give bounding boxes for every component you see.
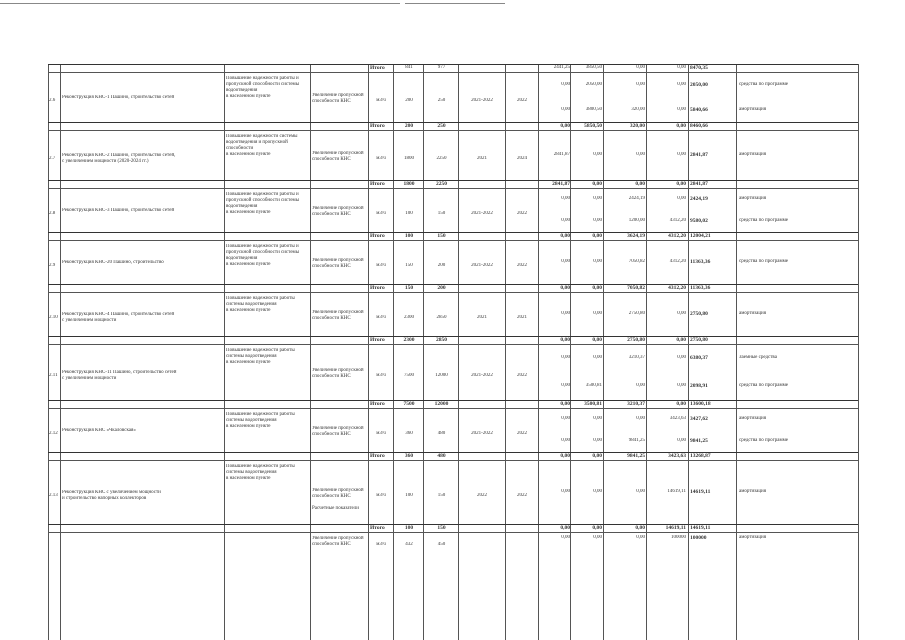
row-total-year-1: 0,00 (560, 285, 570, 291)
capacity-before: 100 (405, 211, 413, 216)
row-total-capacity-before: 150 (404, 285, 414, 291)
funding-year-4: 0,00 (677, 152, 686, 157)
column-divider (224, 64, 225, 640)
funding-year-3: 7050,82 (628, 259, 645, 264)
funding-source: средства по программе (739, 259, 789, 264)
funding-year-3: 320,00 (631, 106, 645, 112)
row-total-capacity-before: 100 (404, 525, 414, 531)
row-total-year-2: 0,00 (592, 233, 602, 239)
row-total-year-1: 0,00 (560, 233, 570, 239)
funding-year-4: 0,00 (677, 383, 686, 388)
funding-total: 9580,02 (690, 218, 708, 224)
capacity-before: 200 (405, 98, 413, 103)
row-total-sum: 14619,11 (690, 525, 711, 531)
funding-year-2: 3500,81 (585, 383, 602, 388)
row-number: 2.13 (49, 493, 58, 498)
row-total-year-3: 0,00 (635, 181, 645, 187)
indicator-name: Увеличение пропускной способности КНС Расчетные показатели (312, 488, 364, 511)
capacity-after: 250 (437, 98, 446, 103)
period: 2021-2022 (471, 431, 493, 436)
funding-total: 2098,91 (690, 383, 708, 389)
column-divider (48, 64, 49, 640)
row-total-sum: 2750,80 (690, 337, 708, 343)
row-total-label: Итого (370, 337, 385, 343)
row-total-capacity-before: 7500 (403, 401, 415, 407)
funding-year-4: 3423,63 (669, 416, 686, 421)
row-total-year-1: 0,00 (560, 525, 570, 531)
capacity-before: 1800 (404, 156, 414, 161)
funding-year-1: 0,00 (561, 311, 570, 316)
completion-year: 2022 (517, 493, 527, 498)
row-number: 2.12 (49, 431, 58, 436)
funding-year-1: 0,00 (561, 355, 570, 360)
period: 2021-2022 (471, 263, 493, 268)
period: 2021 (477, 156, 487, 161)
column-divider (368, 64, 369, 640)
investment-table (48, 64, 858, 640)
funding-year-1: 0,00 (561, 416, 570, 421)
funding-source: амортизация (739, 196, 767, 201)
funding-year-3: 1200,00 (628, 218, 645, 223)
funding-year-3: 3210,37 (628, 355, 645, 360)
funding-year-2: 3800,50 (585, 106, 602, 112)
funding-total: 11363,36 (690, 259, 711, 265)
total-capacity-before: 841 (405, 65, 413, 70)
indicator-name: Увеличение пропускной способности КНС (312, 310, 364, 321)
row-number: 2.9 (49, 263, 56, 268)
funding-year-4: 0,00 (677, 311, 686, 316)
column-divider (688, 64, 689, 640)
funding-source: средства по программе (739, 383, 789, 388)
row-total-year-1: 0,00 (560, 453, 570, 459)
funding-year-4: 100000 (671, 535, 686, 540)
row-total-label: Итого (370, 233, 385, 239)
row-total-sum: 13600,18 (690, 401, 711, 407)
funding-year-1: 0,00 (561, 489, 570, 494)
row-total-capacity-before: 200 (404, 123, 414, 129)
total-label: Итого (370, 65, 385, 71)
funding-year-1: 0,00 (561, 218, 570, 223)
row-total-label: Итого (370, 401, 385, 407)
funding-total: 3427,62 (690, 416, 708, 422)
work-description: Повышение надежности работы и пропускной способности системы водоотведения в населенном пункте (226, 76, 300, 99)
column-divider (646, 64, 647, 640)
capacity-after: 150 (437, 211, 446, 216)
total-year-2: 3850,50 (585, 65, 602, 70)
period: 2021 (477, 315, 487, 320)
funding-year-2: 2050,00 (585, 81, 602, 87)
row-total-year-4: 0,00 (676, 181, 686, 187)
funding-year-2: 0,00 (593, 438, 602, 443)
row-total-capacity-after: 150 (437, 525, 446, 531)
work-description: Повышение надежности работы системы водоотведения в населенном пункте (226, 464, 295, 481)
row-total-year-1: 0,00 (560, 337, 570, 343)
funding-source: Заемные средства (739, 355, 777, 360)
unit: м3/ч (376, 263, 386, 268)
funding-source: амортизация (739, 535, 767, 540)
object-name: Реконструкция КНС «Чкаловская» (62, 428, 136, 433)
funding-source: средства по программе (739, 438, 789, 443)
row-total-capacity-before: 2300 (403, 337, 415, 343)
row-number: 2.8 (49, 211, 56, 216)
funding-year-2: 0,00 (593, 218, 602, 223)
funding-year-2: 0,00 (593, 196, 602, 201)
row-total-year-1: 0,00 (560, 401, 570, 407)
capacity-before: 150 (405, 263, 413, 268)
object-name: Реконструкция КНС-20 Пашино, строительство (62, 260, 164, 265)
row-divider (48, 72, 858, 73)
period: 2022 (477, 493, 487, 498)
object-name: Реконструкция КНС-2 Пашино, строительство сетей, с увеличением мощности (2020-2024 гг.) (62, 153, 176, 164)
row-divider (48, 532, 858, 533)
row-total-year-2: 0,00 (592, 285, 602, 291)
capacity-after: 2250 (436, 156, 447, 161)
row-total-year-1: 2841,87 (552, 181, 570, 187)
row-total-year-2: 5850,50 (584, 123, 602, 129)
funding-total: 9841,25 (690, 438, 708, 444)
funding-year-3: 2750,80 (628, 311, 645, 316)
row-total-year-2: 0,00 (592, 525, 602, 531)
row-total-sum: 11363,36 (690, 285, 711, 291)
row-total-year-2: 3500,81 (584, 401, 602, 407)
page-top-rule (0, 3, 400, 4)
funding-year-4: 0,00 (677, 438, 686, 443)
funding-year-3: 0,00 (636, 535, 645, 540)
funding-total: 5840,66 (690, 106, 708, 113)
column-divider (310, 64, 311, 640)
row-total-capacity-before: 100 (404, 233, 414, 239)
row-divider (48, 292, 858, 293)
funding-year-3: 0,00 (636, 152, 645, 157)
row-total-capacity-after: 12000 (434, 401, 449, 407)
row-total-sum: 12004,21 (690, 233, 711, 239)
funding-year-2: 0,00 (593, 489, 602, 494)
funding-year-2: 0,00 (593, 259, 602, 264)
row-total-year-3: 3210,37 (627, 401, 645, 407)
capacity-after: 200 (437, 263, 446, 268)
period: 2021-2022 (471, 373, 493, 378)
funding-year-3: 9841,25 (628, 438, 645, 443)
funding-year-1: 0,00 (561, 438, 570, 443)
row-total-capacity-before: 360 (404, 453, 414, 459)
row-total-year-2: 0,00 (592, 337, 602, 343)
funding-year-1: 0,00 (561, 81, 570, 87)
capacity-before: 7500 (404, 373, 414, 378)
unit: м3/ч (376, 156, 386, 161)
row-total-label: Итого (370, 525, 385, 531)
funding-total: 2841,87 (690, 152, 708, 158)
funding-source: амортизация (739, 489, 767, 494)
row-number: 2.11 (49, 373, 58, 378)
funding-source: амортизация (739, 152, 767, 157)
completion-year: 2024 (517, 156, 527, 161)
indicator-name: Увеличение пропускной способности КНС (312, 93, 364, 104)
row-total-sum: 8460,66 (690, 123, 708, 129)
unit: м3/ч (376, 373, 386, 378)
funding-total: 6380,37 (690, 355, 708, 361)
funding-total: 100000 (690, 535, 707, 541)
funding-year-3: 0,00 (636, 416, 645, 421)
column-divider (505, 64, 506, 640)
total-sum: 8470,35 (690, 65, 708, 71)
completion-year: 2022 (517, 211, 527, 216)
funding-year-1: 2841,87 (553, 152, 570, 157)
period: 2021-2022 (471, 98, 493, 103)
funding-year-4: 0,00 (677, 196, 686, 201)
object-name: Реконструкция КНС-11 Пашино, строительство сетей с увеличением мощности (62, 370, 177, 381)
row-total-capacity-after: 2250 (436, 181, 447, 187)
column-divider (423, 64, 424, 640)
row-total-year-3: 0,00 (635, 525, 645, 531)
funding-year-4: 0,00 (677, 106, 686, 112)
row-number: 2.7 (49, 156, 56, 161)
funding-total: 14619,11 (690, 489, 711, 495)
unit: м3/ч (376, 493, 386, 498)
object-name: Реконструкция КНС с увеличением мощности и строительство напорных коллекторов (62, 490, 161, 501)
capacity-before: 432 (405, 542, 413, 547)
funding-total: 2750,80 (690, 311, 708, 317)
funding-source: амортизация (739, 311, 767, 316)
row-divider (48, 408, 858, 409)
unit: м3/ч (376, 98, 386, 103)
total-year-1: 2441,25 (553, 65, 570, 70)
row-total-year-4: 3423,63 (668, 453, 686, 459)
funding-year-1: 0,00 (561, 106, 570, 112)
funding-year-1: 0,00 (561, 535, 570, 540)
work-description: Повышение надежности работы и пропускной способности системы водоотведения в населенном пункте (226, 244, 300, 267)
row-total-label: Итого (370, 181, 385, 187)
row-total-year-3: 2750,80 (627, 337, 645, 343)
completion-year: 2022 (517, 431, 527, 436)
work-description: Повышение надежности системы водоотведения и пропускной способности в населенном пункте (226, 134, 298, 157)
row-total-year-4: 4312,20 (668, 285, 686, 291)
total-capacity-after: 977 (437, 65, 446, 70)
funding-year-3: 0,00 (636, 489, 645, 494)
funding-year-4: 0,00 (677, 355, 686, 360)
funding-year-4: 14619,11 (667, 489, 686, 494)
capacity-before: 2300 (404, 315, 414, 320)
funding-year-3: 0,00 (636, 81, 645, 87)
object-name: Реконструкция КНС-3 Пашино, строительство сетей (62, 208, 175, 213)
total-year-3: 0,00 (636, 65, 645, 70)
row-total-label: Итого (370, 123, 385, 129)
object-name: Реконструкция КНС-1 Пашино, строительство сетей (62, 95, 175, 100)
row-total-sum: 2841,87 (690, 181, 708, 187)
row-total-capacity-before: 1800 (403, 181, 415, 187)
completion-year: 2022 (517, 263, 527, 268)
capacity-after: 12000 (435, 373, 448, 378)
period: 2021-2022 (471, 211, 493, 216)
capacity-before: 360 (405, 431, 413, 436)
row-total-year-2: 0,00 (592, 453, 602, 459)
funding-source: амортизация (739, 106, 767, 112)
column-divider (538, 64, 539, 640)
column-divider (603, 64, 604, 640)
row-total-capacity-after: 2850 (436, 337, 447, 343)
row-total-year-1: 0,00 (560, 123, 570, 129)
row-divider (48, 240, 858, 241)
row-total-year-2: 0,00 (592, 181, 602, 187)
capacity-after: 480 (437, 431, 446, 436)
row-divider (48, 130, 858, 131)
completion-year: 2021 (517, 315, 527, 320)
completion-year: 2022 (517, 98, 527, 103)
row-total-capacity-after: 250 (437, 123, 446, 129)
funding-source: средства по программе (739, 218, 789, 223)
work-description: Повышение надежности работы системы водоотведения в населенном пункте (226, 348, 295, 365)
column-divider (570, 64, 571, 640)
funding-year-2: 0,00 (593, 152, 602, 157)
unit: м3/ч (376, 211, 386, 216)
row-total-label: Итого (370, 453, 385, 459)
column-divider (393, 64, 394, 640)
indicator-name: Увеличение пропускной способности КНС (312, 426, 364, 437)
row-total-capacity-after: 480 (437, 453, 446, 459)
row-total-sum: 13268,87 (690, 453, 711, 459)
row-total-year-4: 14619,11 (665, 525, 686, 531)
capacity-after: 450 (437, 542, 446, 547)
funding-year-1: 0,00 (561, 383, 570, 388)
funding-year-3: 0,00 (636, 383, 645, 388)
funding-year-4: 0,00 (677, 81, 686, 87)
funding-year-2: 0,00 (593, 355, 602, 360)
row-divider (48, 188, 858, 189)
row-total-year-3: 3624,19 (627, 233, 645, 239)
row-total-year-4: 0,00 (676, 337, 686, 343)
indicator-name: Увеличение пропускной способности КНС (312, 536, 364, 547)
row-total-year-4: 0,00 (676, 123, 686, 129)
column-divider (60, 64, 61, 640)
indicator-name: Увеличение пропускной способности КНС (312, 206, 364, 217)
unit: м3/ч (376, 315, 386, 320)
object-name: Реконструкция КНС-4 Пашино, строительство сетей с увеличением мощности (62, 312, 175, 323)
page-top-rule-2 (405, 3, 505, 4)
total-year-4: 0,00 (677, 65, 686, 70)
row-number: 2.6 (49, 98, 56, 103)
row-total-year-3: 320,00 (629, 123, 645, 129)
work-description: Повышение надежности работы системы водоотведения в населенном пункте (226, 296, 295, 313)
row-total-capacity-after: 200 (437, 285, 446, 291)
funding-total: 2424,19 (690, 196, 708, 202)
row-divider (48, 460, 858, 461)
row-divider (48, 344, 858, 345)
work-description: Повышение надежности работы системы водоотведения в населенном пункте (226, 412, 295, 429)
indicator-name: Увеличение пропускной способности КНС (312, 258, 364, 269)
row-total-capacity-after: 150 (437, 233, 446, 239)
row-total-year-4: 4312,20 (668, 233, 686, 239)
capacity-after: 150 (437, 493, 446, 498)
capacity-after: 2850 (436, 315, 447, 320)
capacity-before: 100 (405, 493, 413, 498)
funding-total: 2050,00 (690, 81, 708, 88)
funding-year-3: 2424,19 (628, 196, 645, 201)
funding-year-1: 0,00 (561, 196, 570, 201)
completion-year: 2022 (517, 373, 527, 378)
funding-year-4: 4312,20 (669, 218, 686, 223)
row-total-label: Итого (370, 285, 385, 291)
column-divider (458, 64, 459, 640)
column-divider (858, 64, 859, 640)
funding-source: средства по программе (739, 81, 789, 87)
funding-year-4: 4312,20 (669, 259, 686, 264)
funding-year-2: 0,00 (593, 311, 602, 316)
column-divider (736, 64, 737, 640)
row-total-year-3: 9841,25 (627, 453, 645, 459)
funding-year-1: 0,00 (561, 259, 570, 264)
work-description: Повышение надежности работы и пропускной способности системы водоотведения в населенном пункте (226, 192, 300, 215)
indicator-name: Увеличение пропускной способности КНС (312, 151, 364, 162)
funding-year-2: 0,00 (593, 416, 602, 421)
row-number: 2.10 (49, 315, 58, 320)
funding-source: амортизация (739, 416, 767, 421)
funding-year-2: 0,00 (593, 535, 602, 540)
unit: м3/ч (376, 542, 386, 547)
row-total-year-3: 7050,82 (627, 285, 645, 291)
indicator-name: Увеличение пропускной способности КНС (312, 368, 364, 379)
row-total-year-4: 0,00 (676, 401, 686, 407)
unit: м3/ч (376, 431, 386, 436)
